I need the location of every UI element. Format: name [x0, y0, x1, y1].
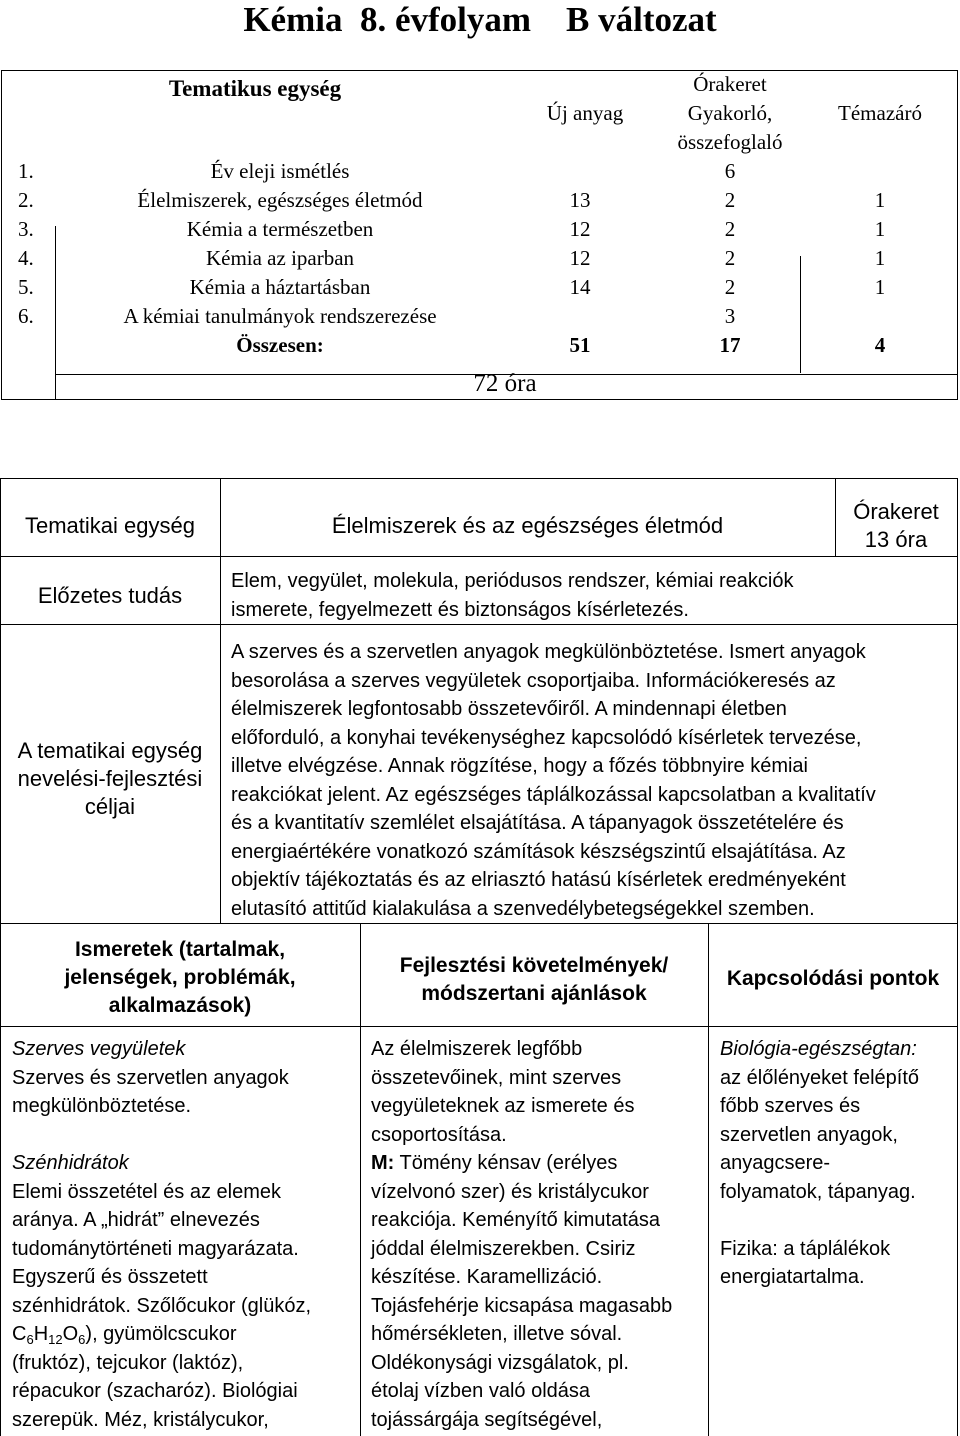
col-test: Témazáró [838, 101, 922, 125]
divider [220, 478, 221, 923]
divider [0, 1026, 958, 1027]
page-title: Kémia 8. évfolyam B változat [243, 0, 717, 39]
biology-label: Biológia-egészségtan: [720, 1038, 917, 1060]
thematic-unit-table [0, 478, 960, 1436]
unit-title: Élelmiszerek és az egészséges életmód [331, 513, 724, 538]
divider [708, 923, 709, 1436]
glucose-formula: $C_6H_{12}O_6$), gyümölcscukor [12, 1323, 237, 1347]
requirements-column: Az élelmiszerek legfőbb összetevőinek, mint szerves vegyületeknek az ismerete és csoportosítása. M: Tömény kénsav (erélyes vízelvonó szer) és kristálycukor reakciója. Keményítő kimutatása jóddal élelmiszerekben. Csiriz készítése. Karamellizáció. Tojásfehérje kicsapása magasabb hőmérsékleten, illetve sóval. Oldékonysági vizsgálatok, pl. étolaj vízben való oldása tojássárgája segítségével, [371, 1038, 673, 1431]
grand-total: 72 óra [473, 370, 537, 397]
goals-label: A tematikai egység nevelési-fejlesztési céljai [17, 738, 203, 819]
divider [800, 256, 801, 373]
header-hours: Órakeret [693, 72, 767, 96]
border [0, 478, 958, 479]
method-label: M: [371, 1152, 395, 1174]
col-new: Új anyag [546, 101, 624, 125]
content-column: Szerves vegyületek Szerves és szervetlen anyagok megkülönböztetése. Szénhidrátok Elemi összetétel és az elemek aránya. A „hidrát” elnevezés tudománytörténeti magyarázata. Egyszerű és összetett szénhidrátok. Szőlőcukor (glükóz, $C_6H_{12}O_6$), gyümölcscukor (fruktóz), tejcukor (laktóz), répacukor (szacharóz). Biológiai szerepük. Méz, kristálycukor, [12, 1035, 357, 1434]
hours-overview-table: Tematikus egység Órakeret Új anyag Gyakorló, összefoglaló Témazáró 1. Év eleji ismétlés 6 2. Élelmiszerek, egészséges életmód 13 2 1 3. Kémia a természetben 12 2 1 4. Kémia az iparban 12 2 1 5. Kémia a háztartásban 14 2 1 6. A kémiai tanulmányok rendszerezése 3 Összesen: 51 17 4 72 óra [0, 70, 960, 400]
prior-knowledge-label: Előzetes tudás [37, 583, 183, 608]
border [957, 478, 958, 1436]
physics-connection: Fizika: a táplálékok [720, 1237, 891, 1260]
divider [0, 923, 958, 924]
content-column-header: Ismeretek (tartalmak, jelenségek, problémák, alkalmazások) [64, 938, 296, 1017]
header-unit: Tematikus egység [168, 76, 342, 101]
unit-label: Tematikai egység [25, 513, 195, 538]
hours-label: Órakeret [853, 499, 939, 524]
divider [0, 556, 958, 557]
requirements-column-header: Fejlesztési követelmények/ módszertani ajánlások [399, 954, 669, 1005]
col-practice: összefoglaló [677, 130, 783, 154]
heading-organic-compounds: Szerves vegyületek [12, 1038, 186, 1060]
heading-carbohydrates: Szénhidrátok [12, 1152, 129, 1174]
hours-value: 13 óra [864, 527, 928, 552]
connections-column-header: Kapcsolódási pontok [726, 967, 940, 990]
goals-text: A szerves és a szervetlen anyagok megkülönböztetése. Ismert anyagok besorolása a szerves vegyületek csoportjaiba. Információkeresés az élelmiszerek legfontosabb összetevőiről. A mindennapi életben előforduló, a konyhai tevékenységhez kapcsolódó kísérletek tervezése, illetve elvégzése. Annak rögzítése, hogy a főzés többnyire kémiai reakciókat jelent. Az egészséges táplálkozással kapcsolatban a kvalitatív és a kvantitatív szemlélet elsajátítása. A tápanyagok összetételére és energiaértékére vonatkozó számítások készségszintű elsajátítása. Az objektív tájékoztatás és az elriasztó hatású kísérletek eredményeként elutasító attitűd kialakulása a szenvedélybetegségekkel szemben. [231, 641, 876, 920]
col-practice: Gyakorló, [687, 101, 773, 125]
prior-knowledge-text: Elem, vegyület, molekula, periódusos rendszer, kémiai reakciók ismerete, fegyelmezett és biztonságos kísérletezés. [231, 570, 794, 621]
connections-column: Biológia-egészségtan: az élőlényeket felépítő főbb szerves és szervetlen anyagok, anyagcsere- folyamatok, tápanyag. Fizika: a táplálékok energiatartalma. [720, 1035, 955, 1292]
divider [0, 624, 958, 625]
